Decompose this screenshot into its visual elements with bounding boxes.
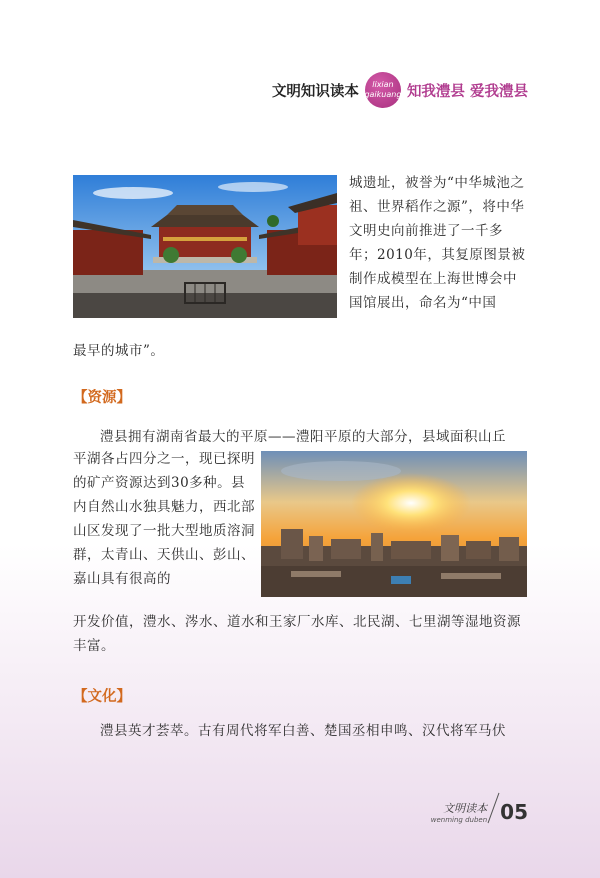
culture-paragraph: 澧县英才荟萃。古有周代将军白善、楚国丞相申鸣、汉代将军马伏: [100, 723, 506, 739]
footer-title: 文明读本: [443, 802, 488, 815]
intro-paragraph: 城遗址，被誉为“中华城池之祖、世界稻作之源”，将中华文明史向前推进了一千多年；2010年，其复原图景被制作成模型在上海世博会中国馆展出，命名为“中国: [349, 175, 526, 311]
header-title-left: 文明知识读本: [271, 83, 359, 100]
page-footer: [431, 792, 528, 824]
city-sunset-photo: [261, 451, 527, 597]
intro-paragraph-end: 最早的城市”。: [73, 343, 165, 359]
resources-paragraph-left: 平湖各占四分之一，现已探明的矿产资源达到30多种。县内自然山水独具魅力，西北部山区发现了一批大型地质溶洞群，太青山、天供山、彭山、嘉山具有很高的: [73, 451, 255, 587]
page-number: 05: [500, 800, 528, 824]
badge-line-1: lixian: [372, 80, 394, 89]
header-badge: [365, 72, 401, 108]
resources-paragraph-bottom: 开发价值，澧水、涔水、道水和王家厂水库、北民湖、七里湖等湿地资源丰富。: [73, 614, 521, 654]
footer-divider: [488, 793, 500, 823]
section-title-resources: 【资源】: [73, 390, 131, 406]
page-header: [272, 70, 528, 110]
header-title-right: 知我澧县 爱我澧县: [406, 83, 528, 100]
badge-line-2: gaikuang: [364, 90, 402, 99]
section-title-culture: 【文化】: [73, 689, 131, 705]
resources-paragraph-first-line: 澧县拥有湖南省最大的平原——澧阳平原的大部分，县域面积山丘: [100, 429, 506, 445]
temple-photo: [73, 175, 337, 318]
footer-pinyin: wenming duben: [430, 816, 488, 824]
